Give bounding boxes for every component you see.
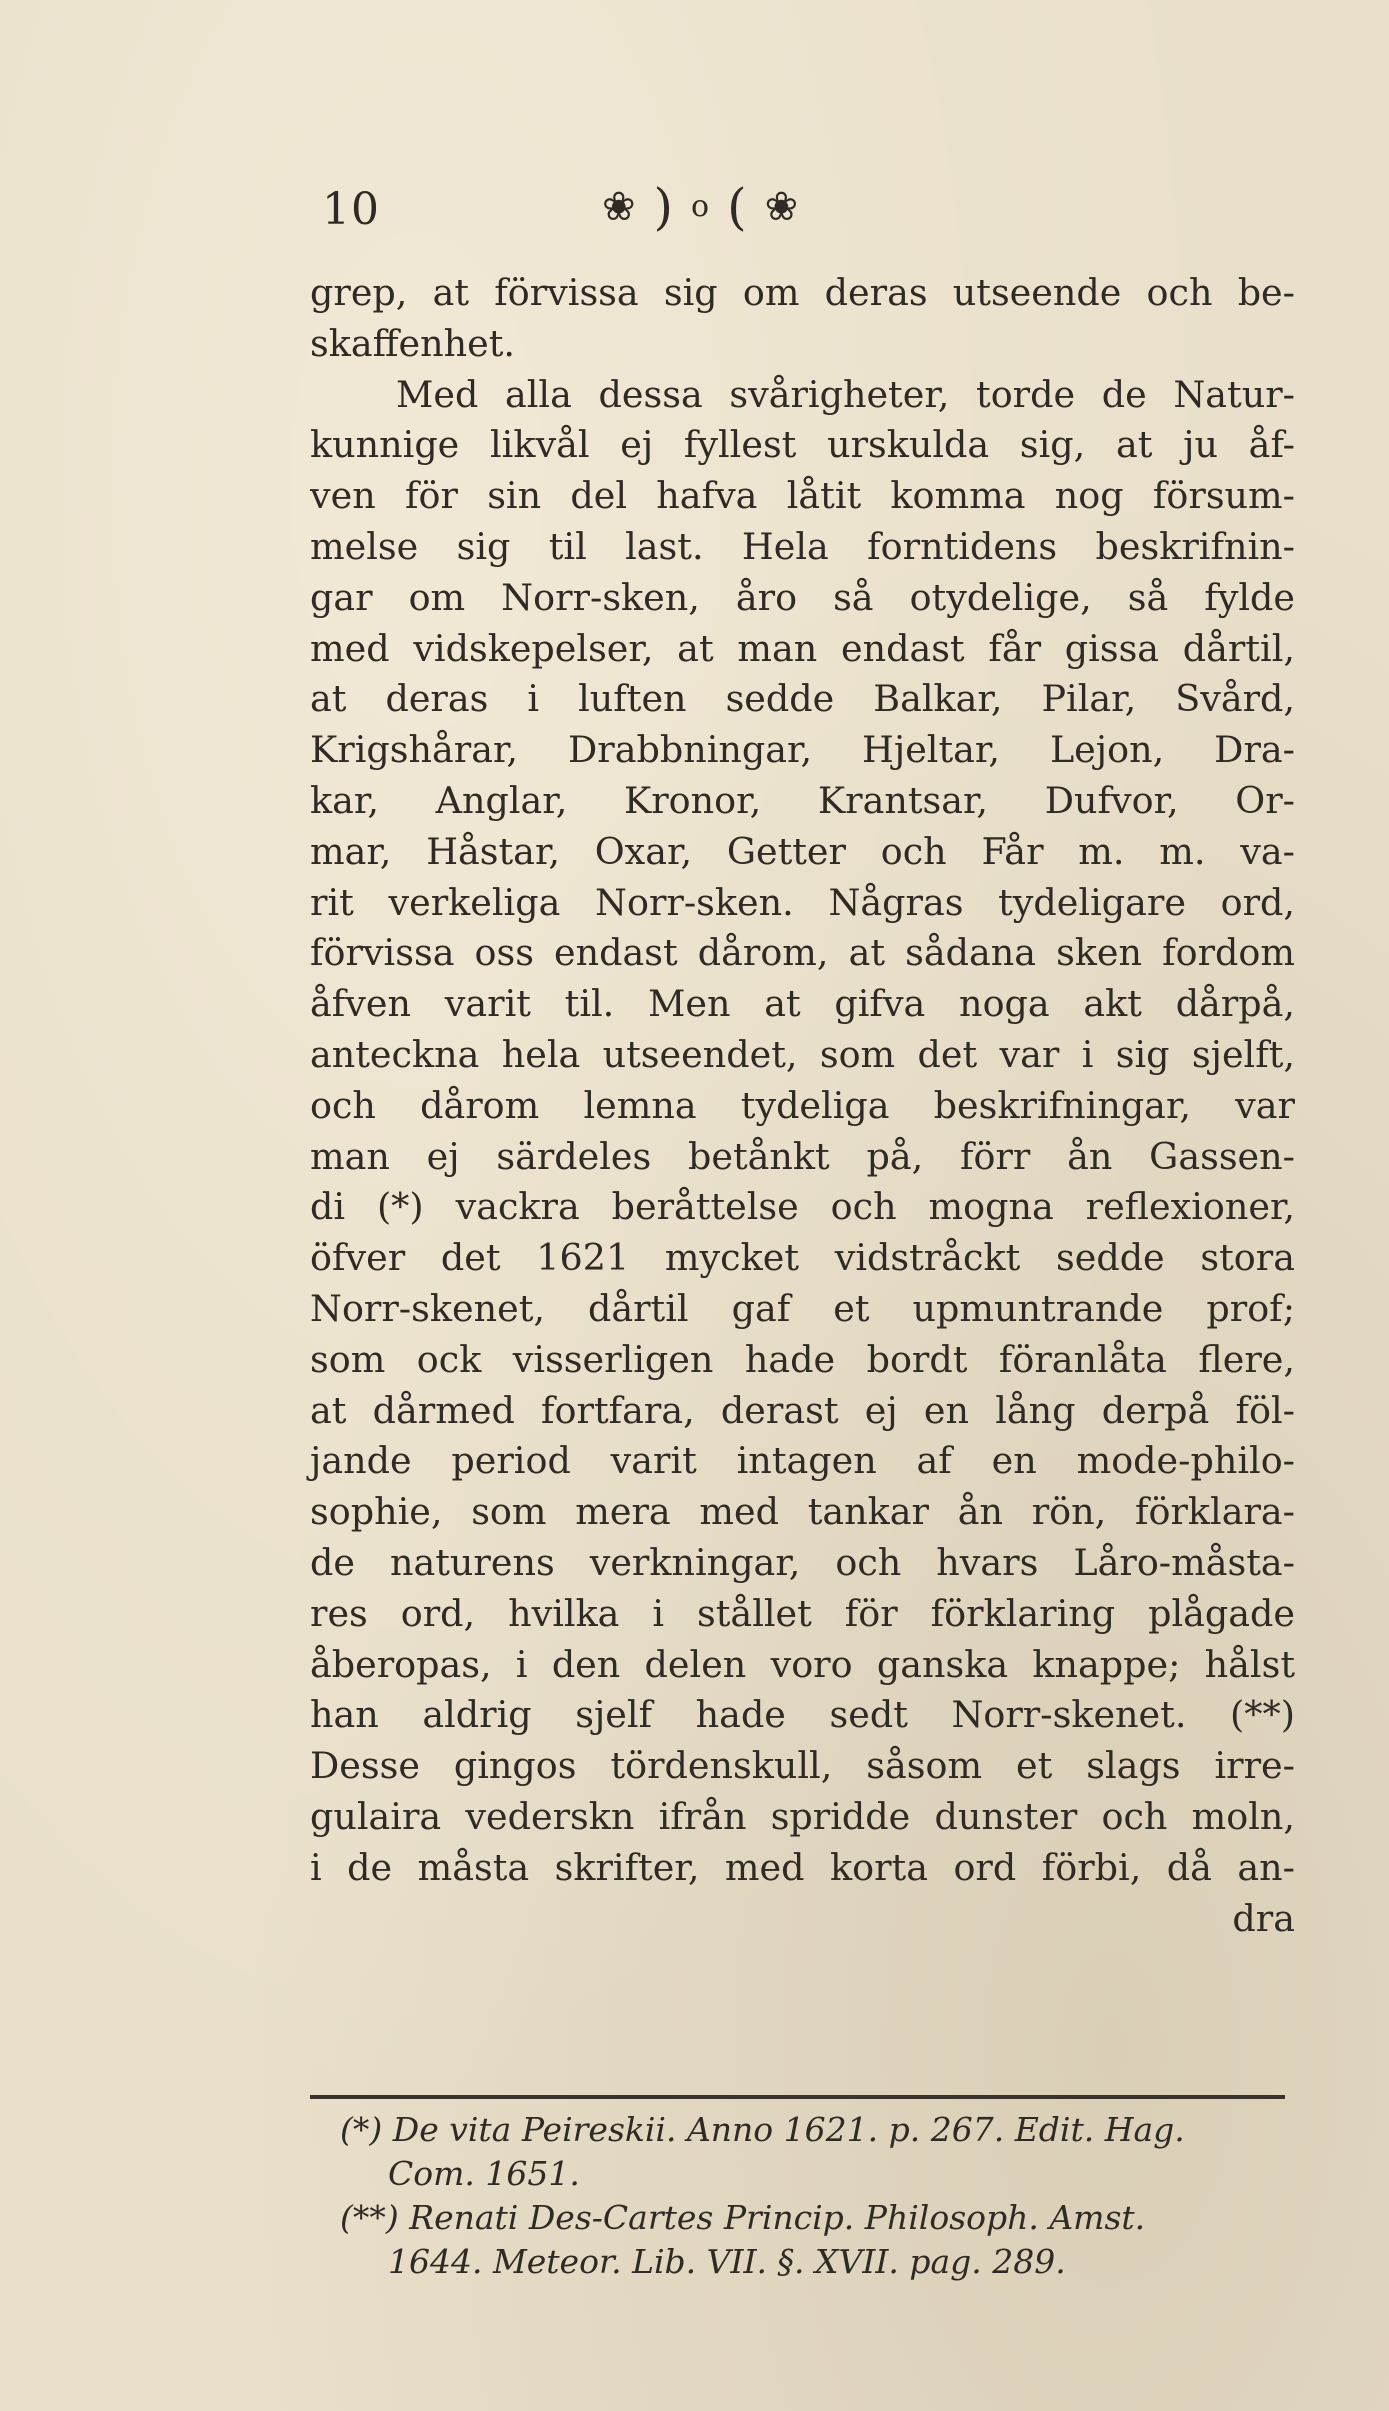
- text-line: i de måsta skrifter, med korta ord förbi, då an-: [310, 1845, 1295, 1889]
- text-line: som ock visserligen hade bordt föranlåta flere,: [310, 1337, 1295, 1381]
- text-line: åfven varit til. Men at gifva noga akt dårpå,: [310, 982, 1295, 1026]
- text-line: man ej särdeles betånkt på, förr ån Gassen-: [310, 1134, 1295, 1178]
- page-header: [322, 178, 1042, 252]
- text-line: ven för sin del hafva låtit komma nog försum-: [310, 474, 1295, 518]
- text-line: åberopas, i den delen voro ganska knappe; hålst: [310, 1642, 1295, 1686]
- footnote-line: Com. 1651.: [388, 2154, 580, 2193]
- flower-ornament-icon: ❀: [602, 184, 636, 230]
- header-ornament: [602, 178, 799, 236]
- text-line: di (*) vackra beråttelse och mogna reflexioner,: [310, 1185, 1295, 1229]
- text-line: skaffenhet.: [310, 321, 516, 365]
- text-line: med vidskepelser, at man endast får gissa dårtil,: [310, 626, 1295, 670]
- text-line: kar, Anglar, Kronor, Krantsar, Dufvor, Or-: [310, 778, 1295, 822]
- text-line: Norr-skenet, dårtil gaf et upmuntrande prof;: [310, 1286, 1295, 1330]
- text-line: och dårom lemna tydeliga beskrifningar, var: [310, 1083, 1295, 1127]
- text-line: mar, Håstar, Oxar, Getter och Får m. m. va-: [310, 829, 1295, 873]
- text-line: anteckna hela utseendet, som det var i sig sjelft,: [310, 1032, 1295, 1076]
- footnote-rule: [310, 2095, 1285, 2099]
- footnotes: [340, 2108, 1290, 2284]
- ornament-circle: o: [691, 189, 710, 224]
- ornament-paren-right: ): [653, 178, 674, 236]
- text-line: Med alla dessa svårigheter, torde de Natur-: [396, 372, 1295, 416]
- text-line: res ord, hvilka i stållet för förklaring plågade: [310, 1591, 1295, 1635]
- text-line: rit verkeliga Norr-sken. Någras tydeligare ord,: [310, 880, 1295, 924]
- text-line: de naturens verkningar, och hvars Låro-måsta-: [310, 1540, 1295, 1584]
- text-line: grep, at förvissa sig om deras utseende och be-: [310, 271, 1295, 314]
- body-text: [310, 268, 1295, 1944]
- text-line: Desse gingos tördenskull, såsom et slags irre-: [310, 1744, 1295, 1788]
- text-line: at deras i luften sedde Balkar, Pilar, Svård,: [310, 677, 1295, 721]
- text-line: kunnige likvål ej fyllest urskulda sig, at ju åf-: [310, 423, 1295, 467]
- footnote-line: (*) De vita Peireskii. Anno 1621. p. 267. Edit. Hag.: [340, 2110, 1185, 2149]
- footnote-line: (**) Renati Des-Cartes Princip. Philosoph. Amst.: [340, 2198, 1146, 2237]
- text-line: han aldrig sjelf hade sedt Norr-skenet. (**): [310, 1693, 1295, 1737]
- text-line: sophie, som mera med tankar ån rön, förklara-: [310, 1490, 1295, 1534]
- flower-ornament-icon: ❀: [764, 184, 799, 230]
- text-line: melse sig til last. Hela forntidens beskrifnin-: [310, 524, 1295, 568]
- footnote-line: 1644. Meteor. Lib. VII. §. XVII. pag. 289.: [388, 2242, 1066, 2281]
- text-line: gar om Norr-sken, åro så otydelige, så fylde: [310, 575, 1295, 619]
- text-line: förvissa oss endast dårom, at sådana sken fordom: [310, 931, 1295, 975]
- text-line: Krigshårar, Drabbningar, Hjeltar, Lejon, Dra-: [310, 728, 1295, 772]
- page-number: 10: [322, 184, 380, 235]
- text-line: at dårmed fortfara, derast ej en lång derpå föl-: [310, 1388, 1295, 1432]
- ornament-paren-left: (: [727, 178, 747, 236]
- catchword: dra: [1232, 1896, 1295, 1940]
- text-line: gulaira vederskn ifrån spridde dunster och moln,: [310, 1794, 1295, 1838]
- text-line: öfver det 1621 mycket vidstråckt sedde stora: [310, 1236, 1295, 1280]
- text-line: jande period varit intagen af en mode-philo-: [310, 1439, 1295, 1483]
